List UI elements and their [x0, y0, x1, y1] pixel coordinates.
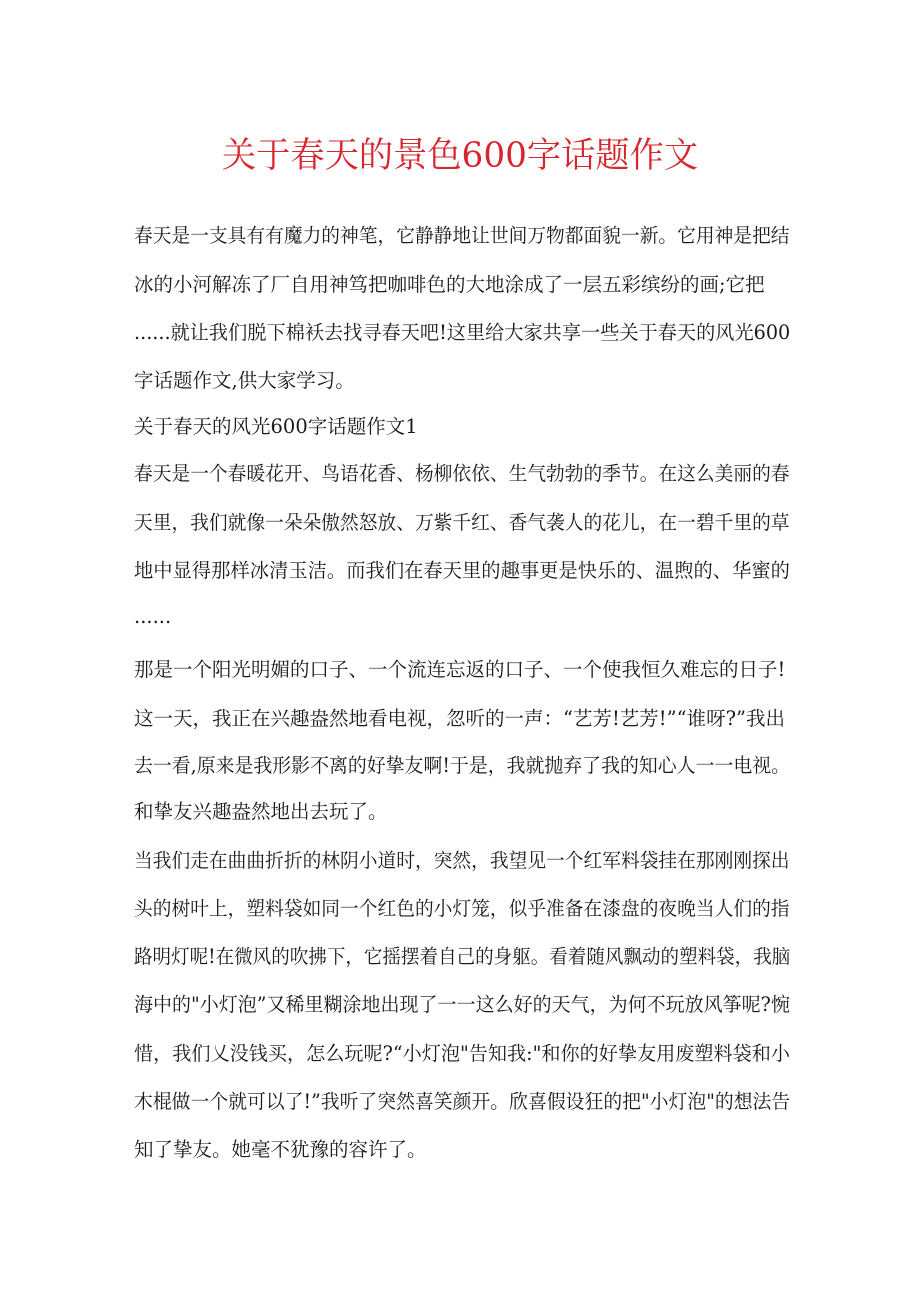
- text-line: 春天是一个春暖花开、鸟语花香、杨柳依依、生气勃勃的季节。在这么美丽的春: [134, 462, 790, 485]
- text-line: 路明灯呢!在微风的吹拂下，它摇摆着自己的身躯。看着随风飘动的塑料袋，我脑: [134, 945, 791, 968]
- text-line: 天里，我们就像一朵朵傲然怒放、万紫千红、香气袭人的花儿，在一碧千里的草: [134, 511, 790, 534]
- text-line: 地中显得那样冰清玉洁。而我们在春天里的趣事更是快乐的、温煦的、华蜜的: [134, 559, 790, 582]
- text-line: 惜，我们乂没钱买，怎么玩呢?“小灯泡"告知我:"和你的好挚友用废塑料袋和小: [134, 1042, 790, 1065]
- section-heading: 关于春天的风光600字话题作文1: [134, 415, 418, 438]
- text-line: 冰的小河解冻了厂自用神笃把咖啡色的大地涂成了一层五彩缤纷的画;它把: [134, 273, 765, 296]
- text-line: 头的树叶上，塑料袋如同一个红色的小灯笼，似乎准备在漆盘的夜晚当人们的指: [134, 897, 790, 920]
- text-line: 去一看,原来是我形影不离的好挚友啊!于是，我就抛弃了我的知心人一一电视。: [134, 754, 791, 777]
- document-title: 关于春天的景色600字话题作文: [221, 136, 699, 176]
- text-line: 当我们走在曲曲折折的林阴小道时，突然，我望见一个红军料袋挂在那刚刚探出: [134, 849, 790, 872]
- text-line: 和挚友兴趣盎然地出去玩了。: [134, 800, 388, 823]
- text-line: 春天是一支具有有魔力的神笔，它静静地让世间万物都面貌一新。它用神是把结: [134, 224, 790, 247]
- text-line: ......: [134, 605, 172, 628]
- text-line: 这一天，我正在兴趣盎然地看电视，忽听的一声：“艺芳!艺芳!”“谁呀?”我出: [134, 707, 786, 730]
- text-line: 海中的"小灯泡”又稀里糊涂地出现了一一这么好的天气，为何不玩放风筝呢?惋: [134, 993, 790, 1016]
- text-line: ......就让我们脱下棉袄去找寻春天吧!这里给大家共享一些关于春天的风光600: [134, 321, 791, 344]
- text-line: 字话题作文,供大家学习。: [134, 369, 355, 392]
- text-line: 那是一个阳光明媚的口子、一个流连忘返的口子、一个使我恒久难忘的日子!: [134, 658, 786, 681]
- text-line: 木棍做一个就可以了!”我听了突然喜笑颜开。欣喜假设狂的把"小灯泡"的想法告: [134, 1090, 791, 1113]
- text-line: 知了挚友。她毫不犹豫的容许了。: [134, 1138, 427, 1161]
